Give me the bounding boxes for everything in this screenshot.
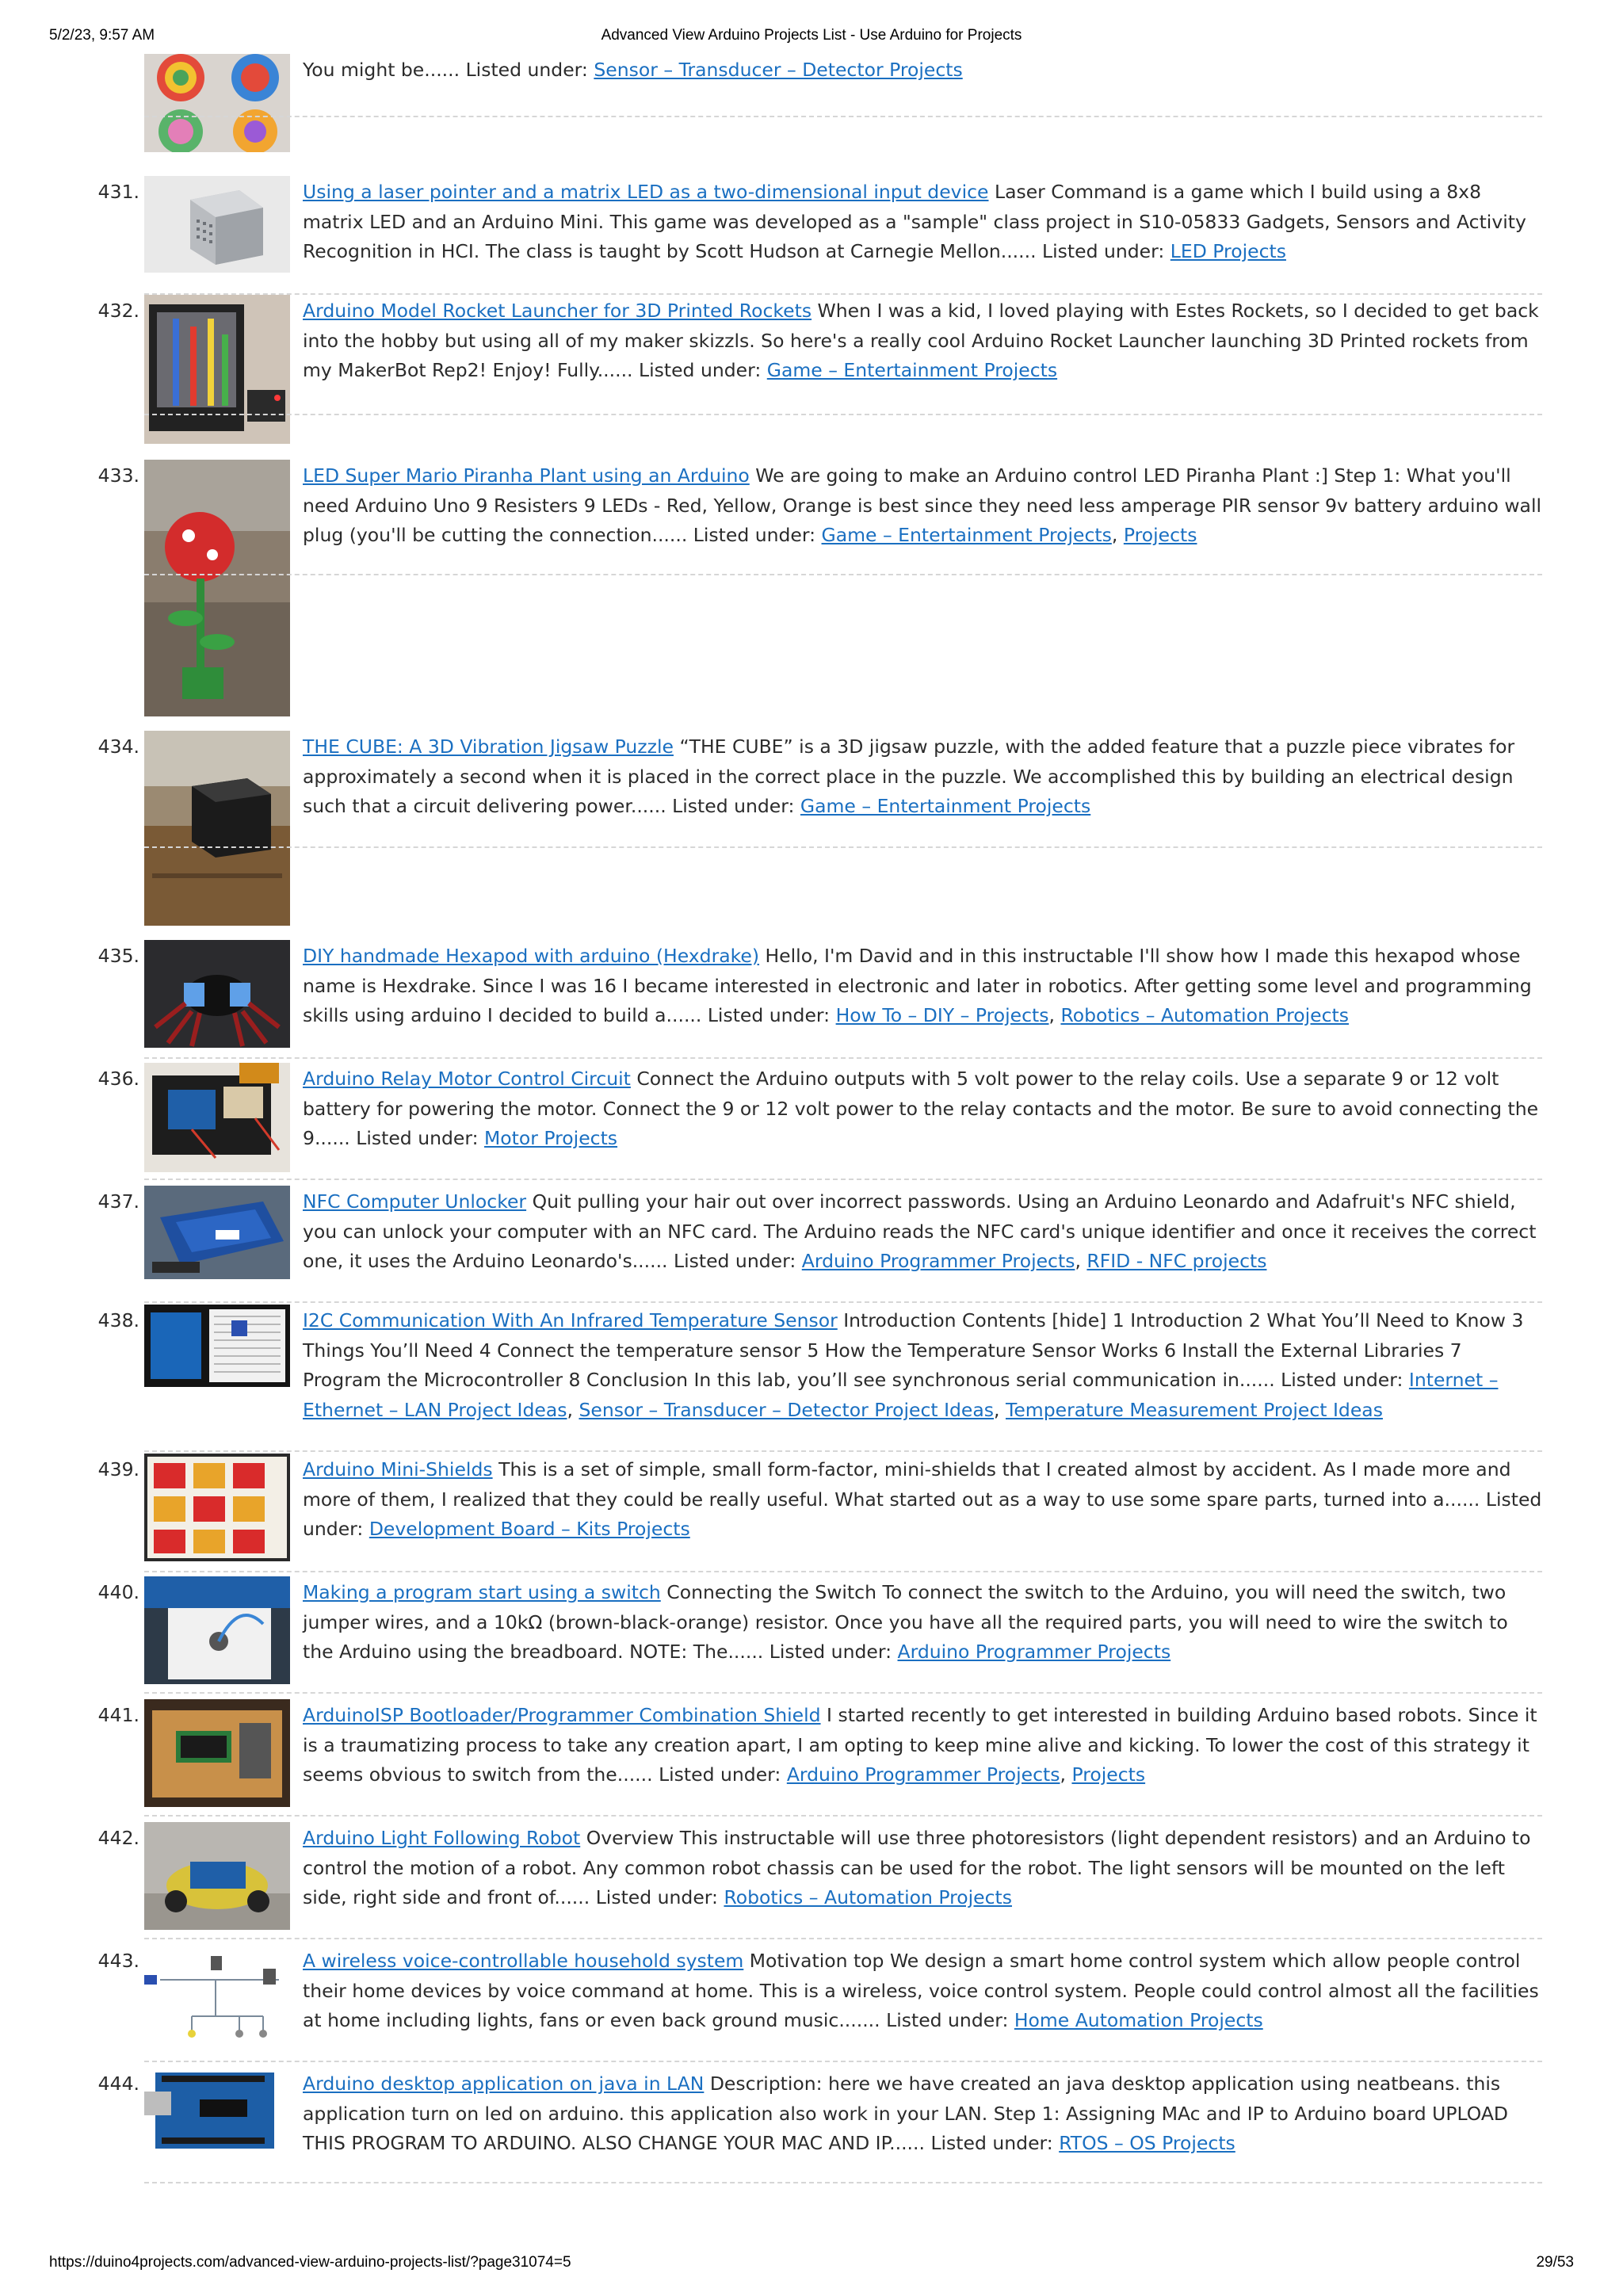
entry-title-link[interactable]: I2C Communication With An Infrared Temperature Sensor xyxy=(303,1309,838,1331)
print-datetime: 5/2/23, 9:57 AM xyxy=(49,27,155,44)
entry-title-link[interactable]: Arduino Mini-Shields xyxy=(303,1458,493,1480)
category-link[interactable]: Arduino Programmer Projects xyxy=(897,1641,1171,1663)
category-link[interactable]: Home Automation Projects xyxy=(1014,2009,1263,2031)
switch-breadboard-thumbnail[interactable] xyxy=(144,1576,290,1684)
list-item xyxy=(79,1305,1542,1455)
category-link[interactable]: Internet – Ethernet – LAN Project Ideas xyxy=(303,1369,1499,1421)
entry-text xyxy=(303,1064,1542,1154)
entry-text: I2C Communication With An Infrared Temperature Sensor Introduction Contents [hide] 1 Introduction 2 What You’ll Need to Know 3 Things You’ll Need 4 Connect the temperature sensor 5 How the Temperature Sensor Works 6 Install the External Libraries 7 Program the Microcontroller 8 Conclusion In this lab, you’ll see synchronous serial communication in...... Listed under: Internet – Ethernet – LAN Project Ideas, Sensor – Transducer – Detector Project Ideas, Temperature Measurement Project Ideas xyxy=(303,1309,1524,1421)
entry-text: NFC Computer Unlocker Quit pulling your hair out over incorrect passwords. Using an Arduino Leonardo and Adafruit's NFC shield, you can unlock your computer with an NFC card. The Arduino reads the NFC card's unique identifier and once it receives the correct one, it uses the Arduino Leonardo's...... Listed under: Arduino Programmer Projects, RFID - NFC projects xyxy=(303,1190,1537,1272)
entry-title-link[interactable]: THE CUBE: A 3D Vibration Jigsaw Puzzle xyxy=(303,735,674,758)
entry-separator xyxy=(144,1815,1542,1817)
entry-number: 435. xyxy=(97,945,139,967)
entry-separator xyxy=(144,1938,1542,1939)
robot-thumbnail[interactable] xyxy=(144,1822,290,1930)
listed-under-label: Listed under: xyxy=(886,2009,1009,2031)
entry-separator xyxy=(144,1571,1542,1572)
list-item xyxy=(79,1822,1542,1941)
rocket-launcher-thumbnail[interactable] xyxy=(144,295,290,444)
entry-title-link[interactable]: Using a laser pointer and a matrix LED as a two-dimensional input device xyxy=(303,181,989,203)
list-item xyxy=(79,460,1542,726)
category-link[interactable]: Game – Entertainment Projects xyxy=(800,795,1091,817)
entry-separator xyxy=(144,414,1542,415)
entry-description: Laser Command is a game which I build using a 8x8 matrix LED and an Arduino Mini. This game was developed as a "sample" class project in S10-05833 Gadgets, Sensors and Activity Recognition in HCI. The class is taught by Scott Hudson at Carnegie Mellon...... xyxy=(303,181,1526,262)
print-footer xyxy=(0,2254,1623,2275)
entry-number: 442. xyxy=(97,1827,139,1849)
entry-number: 439. xyxy=(97,1458,139,1480)
nfc-shield-thumbnail[interactable] xyxy=(144,1186,290,1279)
listed-under-label: Listed under: xyxy=(303,1488,1542,1540)
led-matrix-thumbnail[interactable] xyxy=(144,176,290,273)
listed-under-label: Listed under: xyxy=(659,1763,781,1786)
print-header xyxy=(0,27,1623,48)
entry-text: LED Super Mario Piranha Plant using an Arduino We are going to make an Arduino control LED Piranha Plant :] Step 1: What you'll need Arduino Uno 9 Resisters 9 LEDs - Red, Yellow, Orange is best since they need less amperage PIR sensor 9v battery arduino wall plug (you'll be cutting the connection...... Listed under: Game – Entertainment Projects, Projects xyxy=(303,464,1542,546)
entry-separator xyxy=(144,1301,1542,1303)
category-link[interactable]: Projects xyxy=(1071,1763,1146,1786)
category-link[interactable]: Game – Entertainment Projects xyxy=(766,359,1058,381)
entry-separator xyxy=(144,1450,1542,1452)
entry-text: DIY handmade Hexapod with arduino (Hexdrake) Hello, I'm David and in this instructable I'll show how I made this hexapod whose name is Hexdrake. Since I was 16 I became interested in electronic and later in robotics. After getting some level and programming skills using arduino I decided to build a...... Listed under: How To – DIY – Projects, Robotics – Automation Projects xyxy=(303,945,1532,1026)
listed-under-label: Listed under: xyxy=(693,524,816,546)
entry-description: Connecting the Switch To connect the switch to the Arduino, you will need the switch, two jumper wires, and a 10kΩ (brown-black-orange) resistor. Once you have all the required parts, you will need to wire the switch to the Arduino using the breadboard. NOTE: The...... xyxy=(303,1581,1508,1663)
entry-number: 433. xyxy=(97,464,139,487)
entry-number: 441. xyxy=(97,1704,139,1726)
entry-text xyxy=(303,1824,1542,1913)
entry-title-link[interactable]: ArduinoISP Bootloader/Programmer Combination Shield xyxy=(303,1704,821,1726)
entry-text xyxy=(303,178,1542,267)
category-link[interactable]: How To – DIY – Projects xyxy=(835,1004,1049,1026)
entry-description: Motivation top We design a smart home control system which allow people control their home devices by voice command at home. This is a wireless, voice control system. People could control almost all the facilities at home including lights, fans or even back ground music....... xyxy=(303,1950,1539,2031)
entry-separator xyxy=(144,2182,1542,2183)
category-link[interactable]: RFID - NFC projects xyxy=(1086,1250,1267,1272)
listed-under-label: Listed under: xyxy=(465,59,588,81)
cube-puzzle-thumbnail[interactable] xyxy=(144,731,290,926)
entry-description: Overview This instructable will use three photoresistors (light dependent resistors) and an Arduino to control the motion of a robot. Any common robot chassis can be used for the robot. The light sensors will be mounted on the left side, right side and front of...... xyxy=(303,1827,1531,1908)
entry-separator xyxy=(144,1179,1542,1180)
entry-description: When I was a kid, I loved playing with Estes Rockets, so I decided to get back into the hobby but using all of my maker skizzls. So here's a really cool Arduino Rocket Launcher launching 3D Printed rockets from my MakerBot Rep2! Enjoy! Fully...... xyxy=(303,300,1539,381)
entry-title-link[interactable]: NFC Computer Unlocker xyxy=(303,1190,527,1213)
category-link[interactable]: Arduino Programmer Projects xyxy=(786,1763,1060,1786)
entry-title-link[interactable]: DIY handmade Hexapod with arduino (Hexdrake) xyxy=(303,945,760,967)
category-link[interactable]: Development Board – Kits Projects xyxy=(369,1518,690,1540)
category-link[interactable]: Arduino Programmer Projects xyxy=(801,1250,1075,1272)
entry-title-link[interactable]: Making a program start using a switch xyxy=(303,1581,661,1603)
category-link[interactable]: Robotics – Automation Projects xyxy=(724,1886,1012,1908)
entry-description: Quit pulling your hair out over incorrect passwords. Using an Arduino Leonardo and Adafruit's NFC shield, you can unlock your computer with an NFC card. The Arduino reads the NFC card's unique identifier and once it receives the correct one, it uses the Arduino Leonardo's...... xyxy=(303,1190,1537,1272)
arduino-board-thumbnail[interactable] xyxy=(144,2068,290,2153)
listed-under-label: Listed under: xyxy=(674,1250,796,1272)
breadboard-sensor-thumbnail[interactable] xyxy=(144,1305,290,1387)
entry-separator xyxy=(144,846,1542,848)
entry-description: We are going to make an Arduino control LED Piranha Plant :] Step 1: What you'll need Arduino Uno 9 Resisters 9 LEDs - Red, Yellow, Orange is best since they need less amperage PIR sensor 9v battery arduino wall plug (you'll be cutting the connection...... xyxy=(303,464,1542,546)
entry-title-link[interactable]: Arduino Light Following Robot xyxy=(303,1827,581,1849)
print-page-number: 29/53 xyxy=(1536,2254,1574,2271)
hexapod-thumbnail[interactable] xyxy=(144,940,290,1048)
entry-description: “THE CUBE” is a 3D jigsaw puzzle, with the added feature that a puzzle piece vibrates for approximately a second when it is placed in the correct place in the puzzle. We accomplished this by building an electrical design such that a circuit delivering power...... xyxy=(303,735,1515,817)
entry-number: 443. xyxy=(97,1950,139,1972)
entry-number: 432. xyxy=(97,300,139,322)
entry-description: You might be...... xyxy=(303,59,460,81)
category-link[interactable]: RTOS – OS Projects xyxy=(1059,2132,1235,2154)
list-item xyxy=(79,54,1542,117)
list-item xyxy=(79,1945,1542,2064)
listed-under-label: Listed under: xyxy=(672,795,795,817)
entry-number: 436. xyxy=(97,1068,139,1090)
entry-number: 437. xyxy=(97,1190,139,1213)
entry-separator xyxy=(144,574,1542,575)
print-page-title: Advanced View Arduino Projects List - Use Arduino for Projects xyxy=(601,27,1022,44)
entry-title-link[interactable]: Arduino desktop application on java in LAN xyxy=(303,2073,705,2095)
entry-text xyxy=(303,1578,1542,1668)
entry-text: ArduinoISP Bootloader/Programmer Combination Shield I started recently to get interested in building Arduino based robots. Since it is a traumatizing process to take any creation apart, I am opting to keep mine alive and kicking. To lower the cost of this strategy it seems obvious to switch from the...... Listed under: Arduino Programmer Projects, Projects xyxy=(303,1704,1537,1786)
system-diagram-thumbnail[interactable] xyxy=(144,1945,290,2043)
entry-title-link[interactable]: Arduino Relay Motor Control Circuit xyxy=(303,1068,631,1090)
category-link[interactable]: Projects xyxy=(1123,524,1197,546)
color-gauges-thumbnail[interactable] xyxy=(144,54,290,152)
entry-number: 440. xyxy=(97,1581,139,1603)
entry-text xyxy=(303,296,1542,386)
list-item xyxy=(79,1063,1542,1182)
listed-under-label: Listed under: xyxy=(930,2132,1053,2154)
entry-title-link[interactable]: LED Super Mario Piranha Plant using an Arduino xyxy=(303,464,750,487)
listed-under-label: Listed under: xyxy=(707,1004,831,1026)
entry-number: 438. xyxy=(97,1309,139,1331)
entry-separator xyxy=(144,1692,1542,1694)
entry-text xyxy=(303,55,1542,86)
entry-text xyxy=(303,1946,1542,2036)
entry-title-link[interactable]: A wireless voice-controllable household system xyxy=(303,1950,744,1972)
entry-text xyxy=(303,2069,1542,2159)
list-item xyxy=(79,940,1542,1059)
entry-description: Connect the Arduino outputs with 5 volt power to the relay coils. Use a separate 9 or 12 volt battery for powering the motor. Connect the 9 or 12 volt power to the relay contacts and the motor. Be sure to avoid connecting the 9...... xyxy=(303,1068,1539,1149)
entry-description: Description: here we have created an java desktop application using neatbeans. this application turn on led on arduino. this application also work in your LAN. Step 1: Assigning MAc and IP to Arduino board UPLOAD THIS PROGRAM TO ARDUINO. ALSO CHANGE YOUR MAC AND IP...... xyxy=(303,2073,1508,2154)
list-item xyxy=(79,1186,1542,1305)
isp-shield-thumbnail[interactable] xyxy=(144,1699,290,1807)
listed-under-label: Listed under: xyxy=(356,1127,479,1149)
relay-circuit-thumbnail[interactable] xyxy=(144,1063,290,1172)
category-link[interactable]: Sensor – Transducer – Detector Projects xyxy=(594,59,963,81)
entry-description: I started recently to get interested in building Arduino based robots. Since it is a traumatizing process to take any creation apart, I am opting to keep mine alive and kicking. To lower the cost of this strategy it seems obvious to switch from the...... xyxy=(303,1704,1537,1786)
entry-separator xyxy=(144,2061,1542,2062)
category-link[interactable]: LED Projects xyxy=(1170,240,1286,262)
listed-under-label: Listed under: xyxy=(769,1641,892,1663)
piranha-plant-thumbnail[interactable] xyxy=(144,460,290,716)
entry-number: 431. xyxy=(97,181,139,203)
listed-under-label: Listed under: xyxy=(595,1886,718,1908)
entry-number: 444. xyxy=(97,2073,139,2095)
category-link[interactable]: Sensor – Transducer – Detector Project Ideas xyxy=(579,1398,995,1421)
category-link[interactable]: Motor Projects xyxy=(484,1127,618,1149)
list-item xyxy=(79,1699,1542,1818)
listed-under-label: Listed under: xyxy=(1281,1369,1403,1391)
list-item xyxy=(79,1454,1542,1572)
entry-number: 434. xyxy=(97,735,139,758)
listed-under-label: Listed under: xyxy=(1042,240,1165,262)
listed-under-label: Listed under: xyxy=(639,359,762,381)
category-link[interactable]: Temperature Measurement Project Ideas xyxy=(1005,1398,1383,1421)
entry-separator xyxy=(144,116,1542,117)
entry-text xyxy=(303,732,1542,822)
list-item xyxy=(79,731,1542,921)
entry-description: Introduction Contents [hide] 1 Introduction 2 What You’ll Need to Know 3 Things You’ll Need 4 Connect the temperature sensor 5 How the Temperature Sensor Works 6 Install the External Libraries 7 Program the Microcontroller 8 Conclusion In this lab, you’ll see synchronous serial communication in...... xyxy=(303,1309,1524,1391)
entry-description: Hello, I'm David and in this instructable I'll show how I made this hexapod whose name is Hexdrake. Since I was 16 I became interested in electronic and later in robotics. After getting some level and programming skills using arduino I decided to build a...... xyxy=(303,945,1532,1026)
list-item xyxy=(79,2068,1542,2187)
entry-description: This is a set of simple, small form-factor, mini-shields that I created almost by accident. As I made more and more of them, I realized that they could be really useful. What started out as a way to use some spare parts, turned into a...... xyxy=(303,1458,1511,1511)
entry-title-link[interactable]: Arduino Model Rocket Launcher for 3D Printed Rockets xyxy=(303,300,812,322)
print-url: https://duino4projects.com/advanced-view-arduino-projects-list/?page31074=5 xyxy=(49,2254,571,2271)
list-item xyxy=(79,1576,1542,1695)
category-link[interactable]: Robotics – Automation Projects xyxy=(1060,1004,1349,1026)
entry-separator xyxy=(144,1057,1542,1059)
mini-shields-thumbnail[interactable] xyxy=(144,1454,290,1561)
entry-text xyxy=(303,1455,1542,1545)
list-item xyxy=(79,295,1542,415)
list-item xyxy=(79,176,1542,295)
category-link[interactable]: Game – Entertainment Projects xyxy=(821,524,1112,546)
